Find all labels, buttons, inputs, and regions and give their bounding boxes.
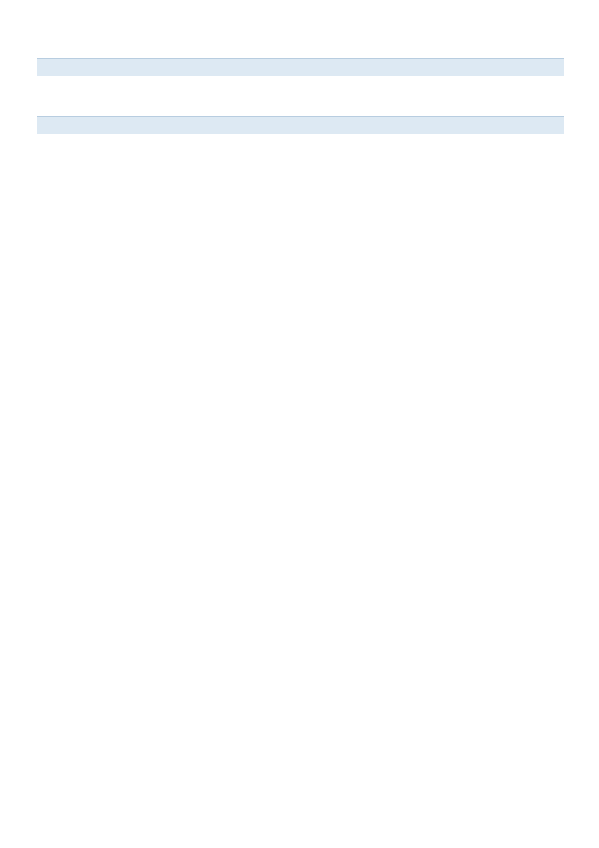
page-content [37,50,564,174]
section-heading-buffer [37,58,564,76]
section-heading-strategies [37,116,564,134]
